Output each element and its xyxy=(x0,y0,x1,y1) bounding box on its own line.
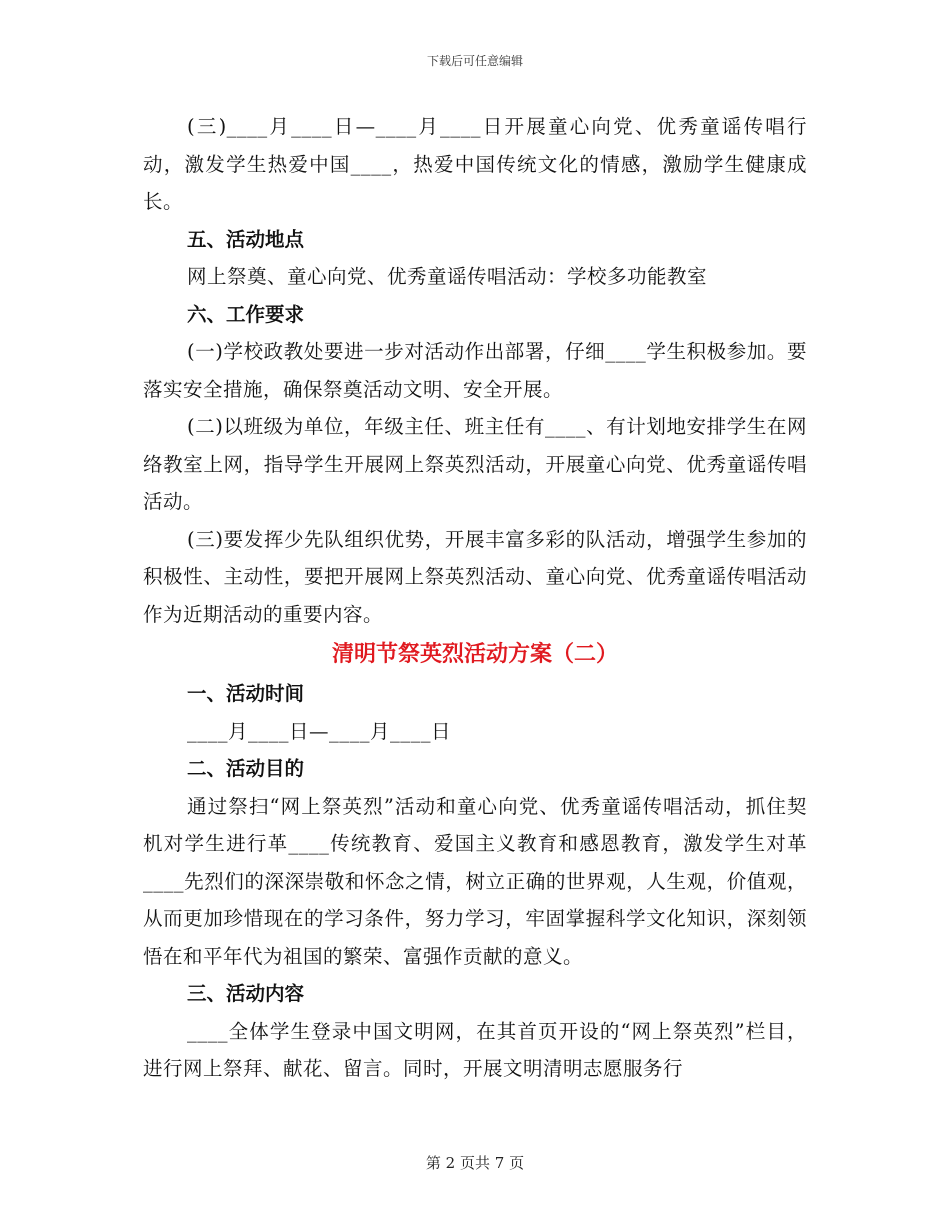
para-location: 网上祭奠、童心向党、优秀童谣传唱活动：学校多功能教室 xyxy=(187,265,708,288)
para-activity-3: (三)____月____日—____月____日开展童心向党、优秀童谣传唱行动，激发学生热爱中国____，热爱中国传统文化的情感，激励学生健康成长。 xyxy=(143,115,807,213)
page-indicator: 第 2 页共 7 页 xyxy=(425,1154,525,1172)
para-requirement-2: (二)以班级为单位，年级主任、班主任有____、有计划地安排学生在网络教室上网，指导学生开展网上祭英烈活动，开展童心向党、优秀童谣传唱活动。 xyxy=(143,415,807,513)
heading-time: 一、活动时间 xyxy=(187,682,305,705)
section-title-plan-2: 清明节祭英烈活动方案（二） xyxy=(331,642,618,667)
para-requirement-1: (一)学校政教处要进一步对活动作出部署，仔细____学生积极参加。要落实安全措施，确保祭奠活动文明、安全开展。 xyxy=(143,340,807,401)
heading-content: 三、活动内容 xyxy=(187,982,305,1005)
para-requirement-3: (三)要发挥少先队组织优势，开展丰富多彩的队活动，增强学生参加的积极性、主动性，要把开展网上祭英烈活动、童心向党、优秀童谣传唱活动作为近期活动的重要内容。 xyxy=(143,527,807,626)
para-purpose: 通过祭扫“网上祭英烈”活动和童心向党、优秀童谣传唱活动，抓住契机对学生进行革____传统教育、爱国主义教育和感恩教育，激发学生对革____先烈们的深深崇敬和怀念之情，树立正确的世界观，人生观，价值观，从而更加珍惜现在的学习条件，努力学习，牢固掌握科学文化知识，深刻领悟在和平年代为祖国的繁荣、富强作贡献的意义。 xyxy=(143,794,807,968)
para-content: ____全体学生登录中国文明网，在其首页开设的“网上祭英烈”栏目，进行网上祭拜、献花、留言。同时，开展文明清明志愿服务行 xyxy=(143,1019,807,1080)
header-note: 下载后可任意编辑 xyxy=(426,54,523,68)
para-time: ____月____日—____月____日 xyxy=(187,719,452,743)
document-body xyxy=(143,108,807,1088)
heading-location: 五、活动地点 xyxy=(187,227,305,251)
heading-purpose: 二、活动目的 xyxy=(187,757,305,780)
heading-requirements: 六、工作要求 xyxy=(187,302,305,326)
